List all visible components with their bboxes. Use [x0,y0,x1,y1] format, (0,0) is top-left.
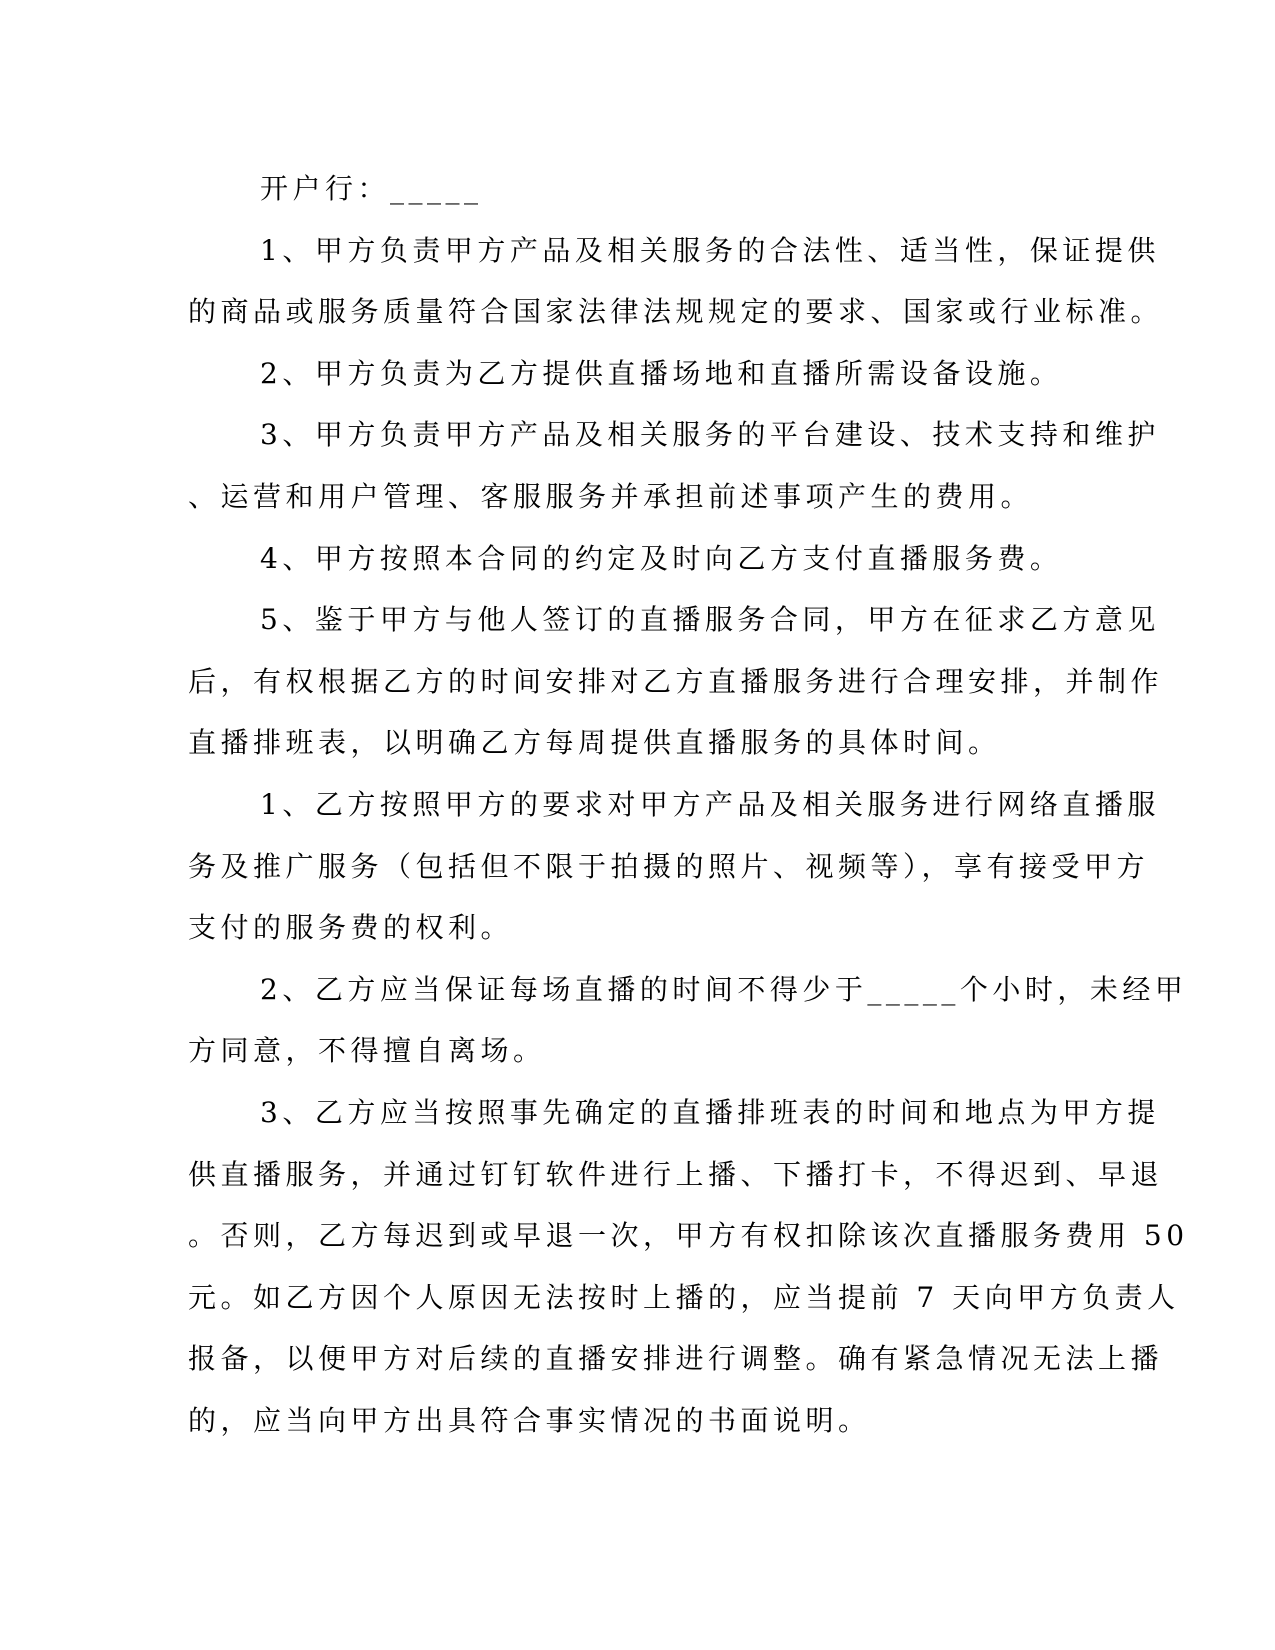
party-a-clause-3-line-1: 3、甲方负责甲方产品及相关服务的平台建设、技术支持和维护 [260,418,1160,452]
party-b-clause-1-line-1: 1、乙方按照甲方的要求对甲方产品及相关服务进行网络直播服 [260,787,1160,821]
party-b-clause-1-line-2: 务及推广服务（包括但不限于拍摄的照片、视频等），享有接受甲方 [188,849,1150,883]
party-a-clause-4: 4、甲方按照本合同的约定及时向乙方支付直播服务费。 [260,541,1063,575]
party-b-clause-3-line-2: 供直播服务，并通过钉钉软件进行上播、下播打卡，不得迟到、早退 [188,1157,1164,1191]
party-b-clause-2-line-2: 方同意，不得擅自离场。 [188,1034,546,1068]
party-b-clause-3-line-4: 元。如乙方因个人原因无法按时上播的，应当提前 7 天向甲方负责人 [188,1280,1180,1314]
party-b-clause-2-line-1: 2、乙方应当保证每场直播的时间不得少于_____个小时，未经甲 [260,972,1188,1006]
party-b-clause-3-line-6: 的，应当向甲方出具符合事实情况的书面说明。 [188,1403,871,1437]
party-b-clause-3-line-1: 3、乙方应当按照事先确定的直播排班表的时间和地点为甲方提 [260,1095,1160,1129]
document-body [188,158,1189,1451]
party-a-clause-1-line-2: 的商品或服务质量符合国家法律法规规定的要求、国家或行业标准。 [188,295,1164,329]
party-a-clause-5-line-2: 后，有权根据乙方的时间安排对乙方直播服务进行合理安排，并制作 [188,664,1164,698]
party-b-clause-3-line-5: 报备，以便甲方对后续的直播安排进行调整。确有紧急情况无法上播 [188,1342,1164,1376]
party-a-clause-5-line-3: 直播排班表，以明确乙方每周提供直播服务的具体时间。 [188,726,1001,760]
party-a-clause-3-line-2: 、运营和用户管理、客服服务并承担前述事项产生的费用。 [188,479,1034,513]
party-b-clause-3-line-3: 。否则，乙方每迟到或早退一次，甲方有权扣除该次直播服务费用 50 [188,1219,1189,1253]
party-b-clause-1-line-3: 支付的服务费的权利。 [188,911,514,945]
party-a-clause-2: 2、甲方负责为乙方提供直播场地和直播所需设备设施。 [260,356,1063,390]
party-a-clause-1-line-1: 1、甲方负责甲方产品及相关服务的合法性、适当性，保证提供 [260,233,1160,267]
bank-line: 开户行：_____ [260,172,483,205]
party-a-clause-5-line-1: 5、鉴于甲方与他人签订的直播服务合同，甲方在征求乙方意见 [260,603,1160,637]
